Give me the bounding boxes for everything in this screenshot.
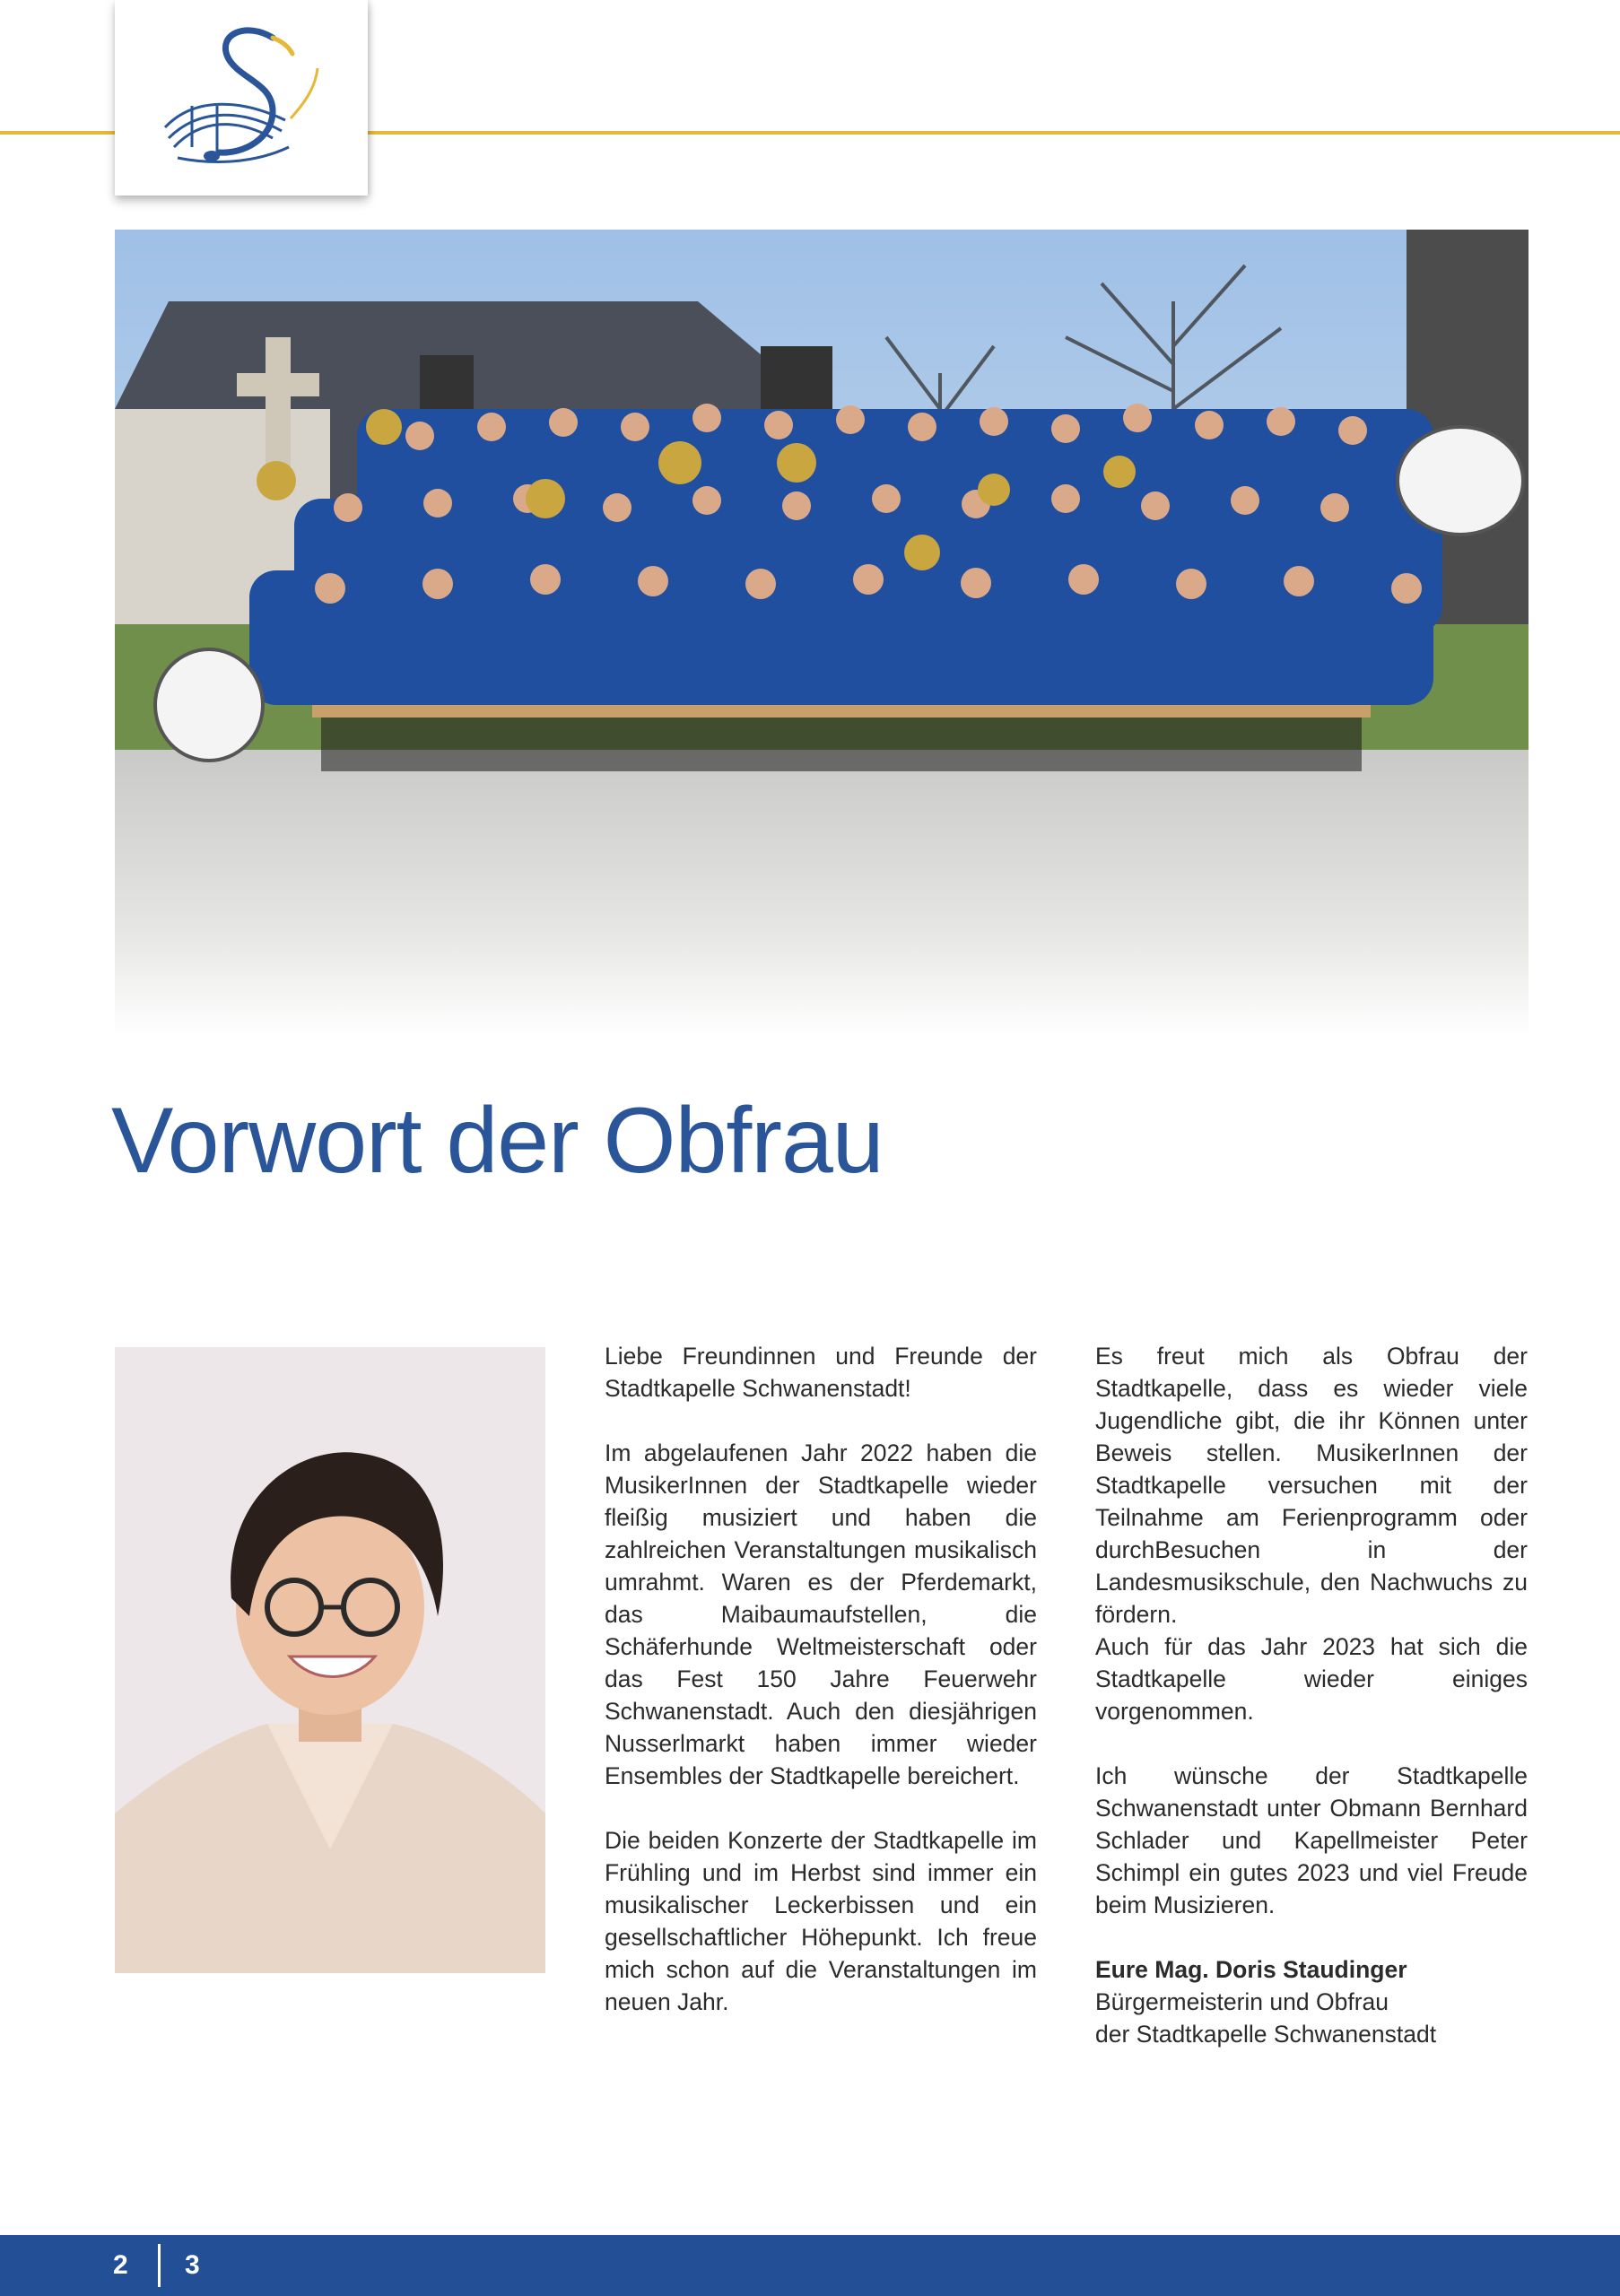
signature-block: [1095, 1953, 1528, 2050]
page-title: Vorwort der Obfrau: [111, 1089, 884, 1193]
footer-bar: [0, 2235, 1620, 2296]
signature-name: Eure Mag. Doris Staudinger: [1095, 1956, 1407, 1983]
text-column-right: [1095, 1340, 1528, 2050]
youth-paragraph: Es freut mich als Obfrau der Stadtkapelle, dass es wieder viele Jugendliche gibt, die ihr Können unter Beweis stellen. MusikerInnen der Stadtkapelle versuchen mit der Teilnahme am Ferienprogramm oder durchBesuchen in der Landesmusikschule, den Nachwuchs zu fördern.: [1095, 1343, 1528, 1628]
text-column-left: [605, 1340, 1037, 2018]
logo-card: [115, 0, 368, 196]
page-number-left: 2: [113, 2250, 128, 2280]
page-number-divider: [158, 2244, 161, 2287]
portrait-photo: [115, 1347, 545, 1973]
greeting-paragraph: Liebe Freundinnen und Freunde der Stadtkapelle Schwanenstadt!: [605, 1343, 1037, 1402]
concerts-paragraph: Die beiden Konzerte der Stadtkapelle im Frühling und im Herbst sind immer ein musikalischer Leckerbissen und ein gesellschaftlicher Höhepunkt. Ich freue mich schon auf die Veranstaltungen im neuen Jahr.: [605, 1827, 1037, 2015]
wishes-paragraph: Ich wünsche der Stadtkapelle Schwanenstadt unter Obmann Bernhard Schlader und Kapellmeister Peter Schimpl ein gutes 2023 und viel Freude beim Musizieren.: [1095, 1762, 1528, 1918]
band-group-photo: [115, 230, 1529, 1037]
signature-role: Bürgermeisterin und Obfrau: [1095, 1988, 1389, 2015]
page-number-right: 3: [185, 2250, 200, 2280]
signature-organization: der Stadtkapelle Schwanenstadt: [1095, 2021, 1437, 2048]
plans-paragraph: Auch für das Jahr 2023 hat sich die Stadtkapelle wieder einiges vorgenommen.: [1095, 1633, 1528, 1725]
events-paragraph: Im abgelaufenen Jahr 2022 haben die MusikerInnen der Stadtkapelle wieder fleißig musiziert und haben die zahlreichen Veranstaltungen musikalisch umrahmt. Waren es der Pferdemarkt, das Maibaumaufstellen, die Schäferhunde Weltmeisterschaft oder das Fest 150 Jahre Feuerwehr Schwanenstadt. Auch den diesjährigen Nusserlmarkt haben immer wieder Ensembles der Stadtkapelle bereichert.: [605, 1439, 1037, 1789]
swan-music-logo-icon: [138, 13, 344, 183]
